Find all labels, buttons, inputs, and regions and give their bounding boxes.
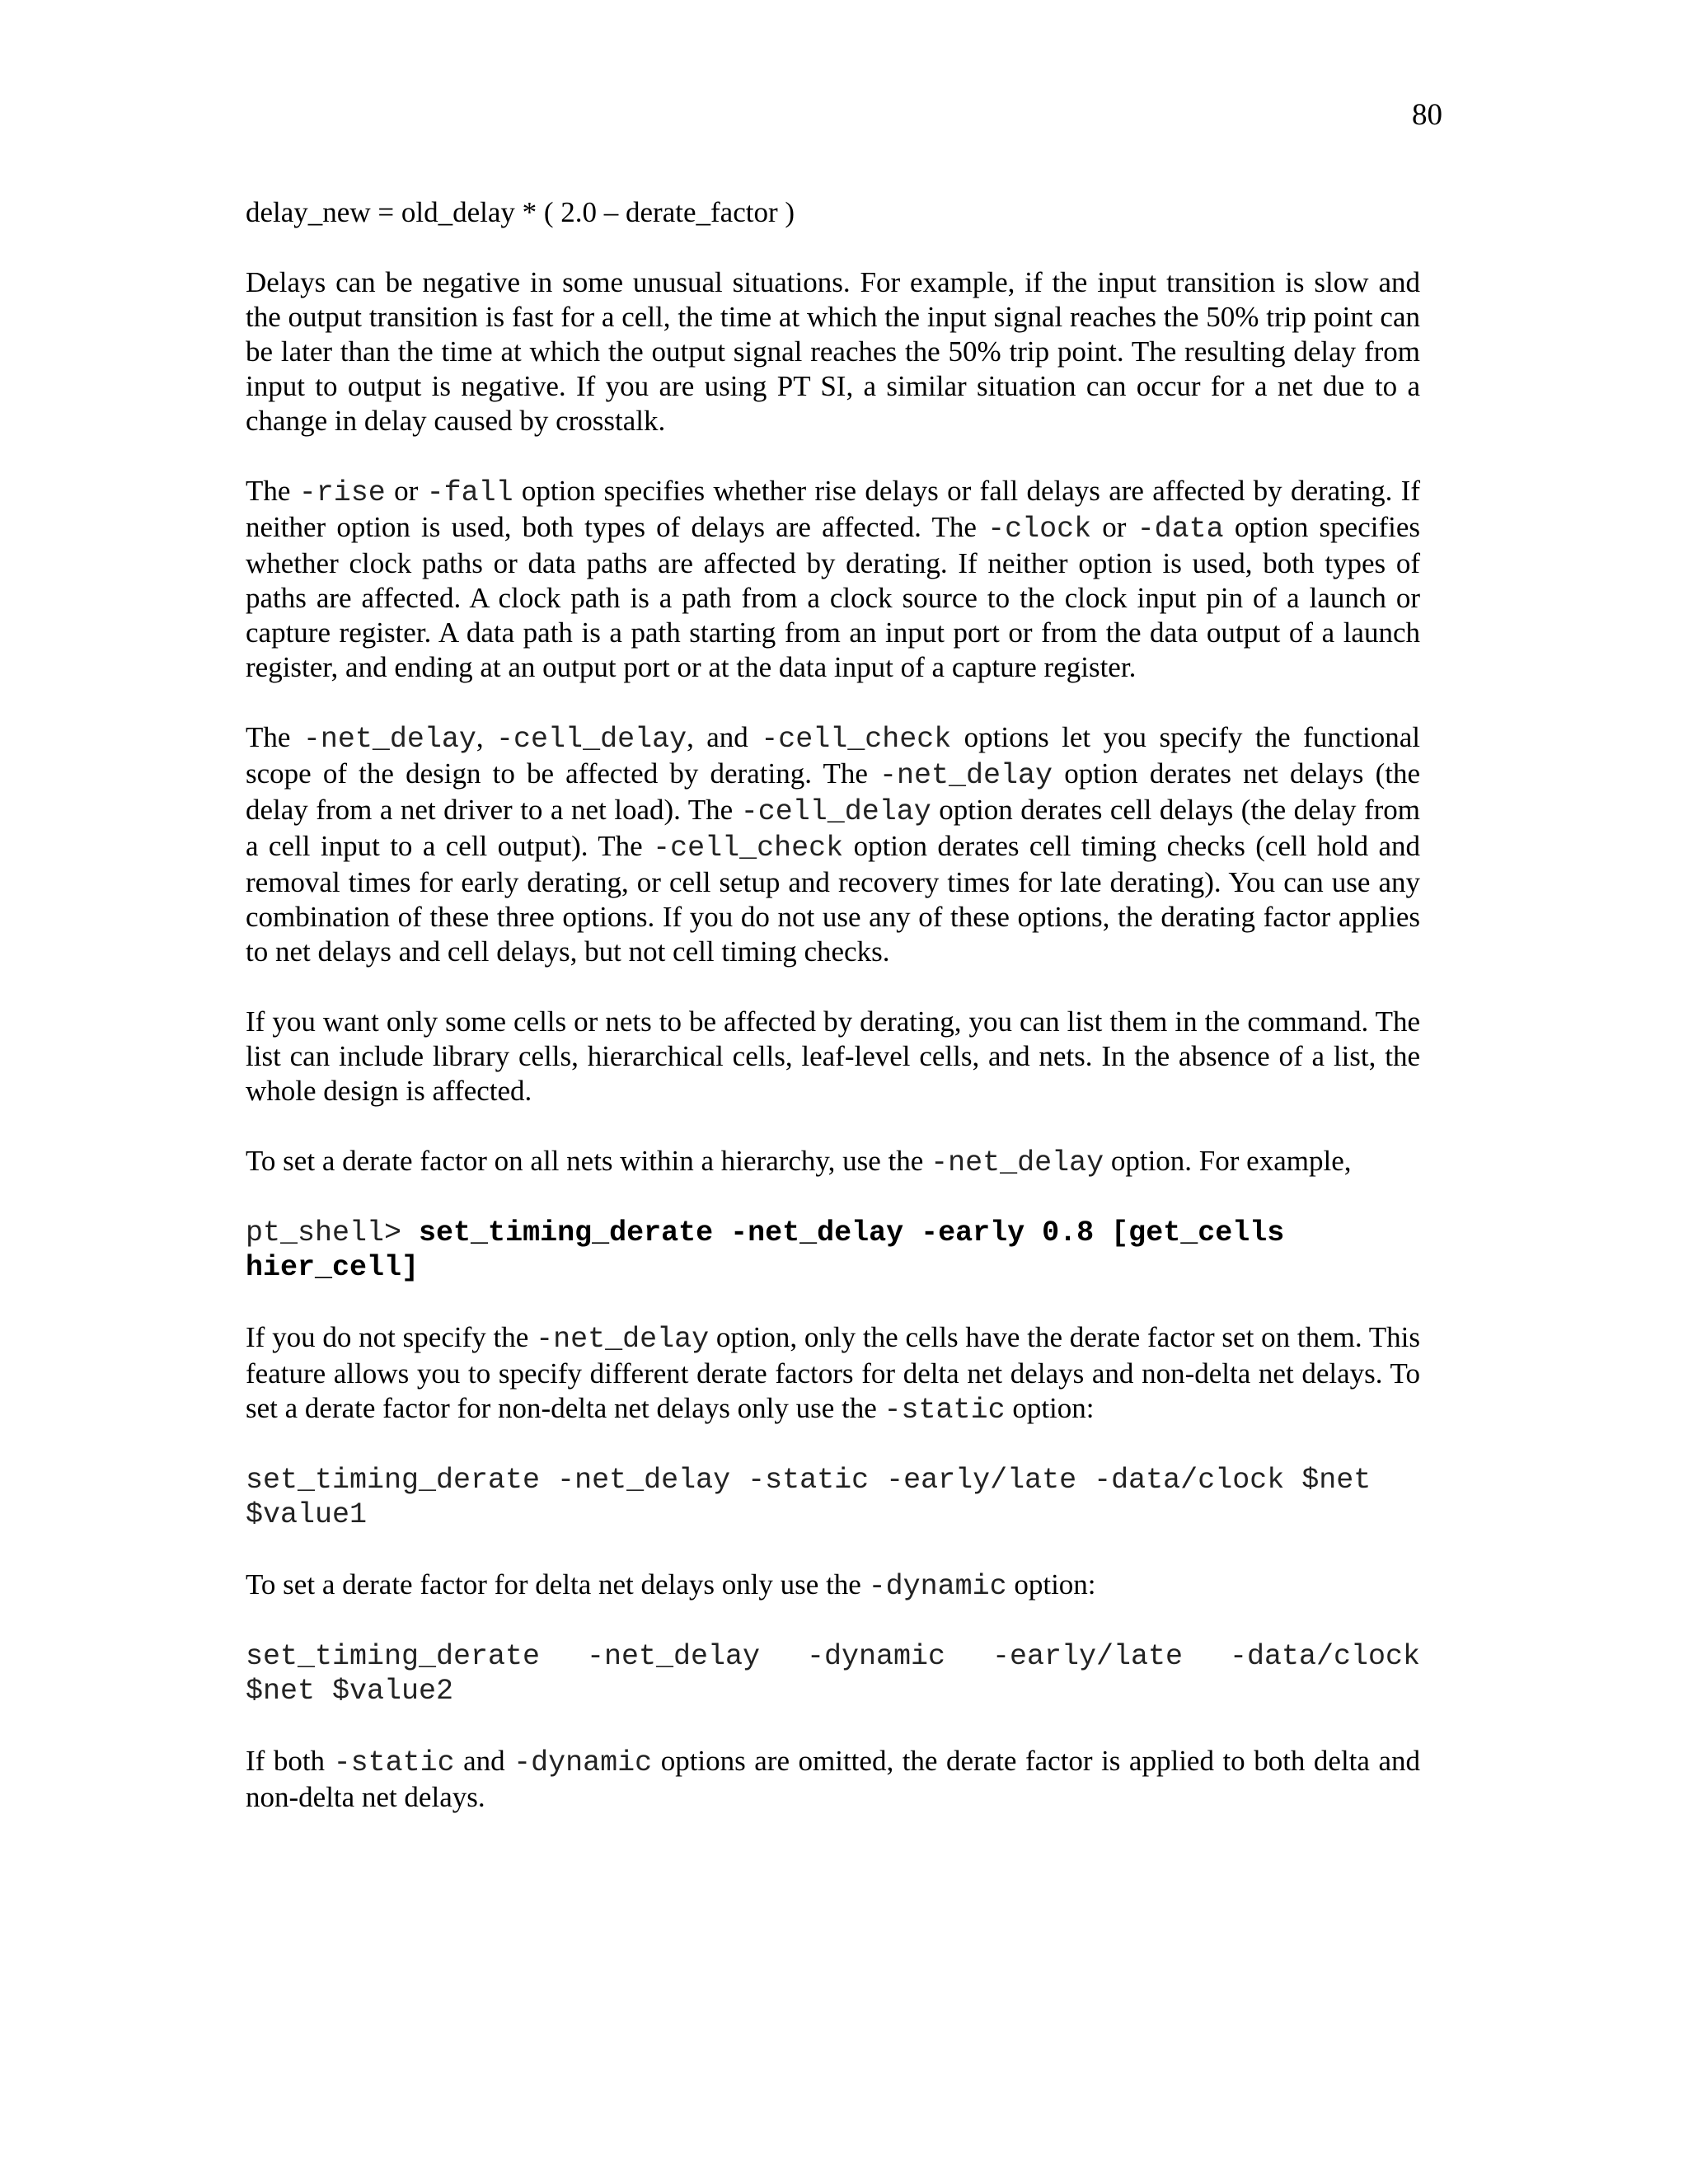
code-token: -data/clock xyxy=(1229,1640,1420,1673)
text-segment: , and xyxy=(687,721,762,753)
option-data: -data xyxy=(1137,513,1224,546)
paragraph-both-omitted xyxy=(246,1744,1420,1815)
code-example-static xyxy=(246,1463,1420,1532)
text-segment: option specifies whether rise delays or fall delays are affected by derating. If neither option is used, both types of delays are affected. The xyxy=(246,475,1420,543)
text-segment: option: xyxy=(1006,1568,1096,1601)
option-dynamic: -dynamic xyxy=(868,1570,1007,1603)
option-static: -static xyxy=(333,1746,455,1779)
text-segment: To set a derate factor on all nets within a hierarchy, use the xyxy=(246,1145,931,1177)
text-segment: , xyxy=(476,721,497,753)
code-line: $net $value2 xyxy=(246,1675,454,1708)
text-segment: option derates cell timing checks (cell hold and removal times for early derating, or cell setup and recovery times for late derating). You can use any combination of these three options. If you do not use any of these options, the derating factor applies to net delays and cell delays, but not cell timing checks. xyxy=(246,830,1420,968)
text-segment: The xyxy=(246,475,299,507)
code-example-dynamic xyxy=(246,1639,1420,1708)
paragraph-no-net-delay xyxy=(246,1320,1420,1427)
code-line: $value1 xyxy=(246,1498,368,1531)
paragraph-functional-scope xyxy=(246,720,1420,969)
text-segment: If both xyxy=(246,1745,334,1777)
text-segment: option derates net delays (the delay from a net driver to a net load). The xyxy=(246,757,1420,826)
code-line xyxy=(246,1216,1420,1250)
text-segment: To set a derate factor for delta net delays only use the xyxy=(246,1568,869,1601)
paragraph-negative-delays: Delays can be negative in some unusual situations. For example, if the input transition is slow and the output transition is fast for a cell, the time at which the input signal reaches the 50% trip point can be later than the time at which the output signal reaches the 50% trip point. The resulting delay from input to output is negative. If you are using PT SI, a similar situation can occur for a net due to a change in delay caused by crosstalk. xyxy=(246,266,1420,437)
paragraph-dynamic xyxy=(246,1568,1420,1604)
text-segment: options let you specify the functional scope of the design to be affected by derating. The xyxy=(246,721,1420,790)
page-content xyxy=(246,195,1420,1850)
option-net-delay: -net_delay xyxy=(302,723,476,756)
paragraph-rise-fall-options xyxy=(246,474,1420,685)
shell-command: set_timing_derate -net_delay -early 0.8 [get_cells xyxy=(419,1216,1285,1249)
option-net-delay: -net_delay xyxy=(931,1146,1104,1179)
code-line xyxy=(246,1639,1420,1674)
option-net-delay: -net_delay xyxy=(879,759,1053,792)
option-net-delay: -net_delay xyxy=(536,1323,710,1356)
text-segment: options are omitted, the derate factor is applied to both delta and non-delta net delays. xyxy=(246,1745,1420,1813)
code-example-hierarchy xyxy=(246,1216,1420,1285)
code-token: set_timing_derate xyxy=(246,1640,541,1673)
option-cell-check: -cell_check xyxy=(761,723,952,756)
code-token: -dynamic xyxy=(806,1640,946,1673)
shell-command-continuation: hier_cell] xyxy=(246,1251,420,1284)
shell-prompt: pt_shell> xyxy=(246,1216,420,1249)
paragraph-cell-net-list: If you want only some cells or nets to be affected by derating, you can list them in the command. The list can include library cells, hierarchical cells, leaf-level cells, and nets. In the absence of a list, the whole design is affected. xyxy=(246,1005,1420,1107)
page-number: 80 xyxy=(1412,98,1442,132)
text-segment: option derates cell delays (the delay from a cell input to a cell output). The xyxy=(246,794,1421,862)
code-line: set_timing_derate -net_delay -static -early/late -data/clock $net xyxy=(246,1464,1372,1497)
text-segment: or xyxy=(385,475,427,507)
text-segment: If you do not specify the xyxy=(246,1321,537,1353)
text-segment: option, only the cells have the derate factor set on them. This feature allows you to specify different derate factors for delta net delays and non-delta net delays. To set a derate factor for non-delta net delays only use the xyxy=(246,1321,1420,1424)
option-static: -static xyxy=(884,1394,1006,1427)
text-segment: option. For example, xyxy=(1104,1145,1352,1177)
option-fall: -fall xyxy=(426,476,513,509)
text-segment: or xyxy=(1091,511,1137,543)
text-segment: The xyxy=(246,721,303,753)
option-dynamic: -dynamic xyxy=(513,1746,653,1779)
option-cell-delay: -cell_delay xyxy=(740,795,931,828)
derate-formula: delay_new = old_delay * ( 2.0 – derate_factor ) xyxy=(246,196,795,228)
option-rise: -rise xyxy=(298,476,386,509)
text-segment: option specifies whether clock paths or data paths are affected by derating. If neither option is used, both types of paths are affected. A clock path is a path from a clock source to the clock input pin of a launch or capture register. A data path is a path starting from an input port or from the data output of a launch register, and ending at an output port or at the data input of a capture register. xyxy=(246,511,1421,683)
text-segment: and xyxy=(454,1745,514,1777)
paragraph-hierarchy xyxy=(246,1144,1420,1180)
code-token: -early/late xyxy=(992,1640,1183,1673)
text-segment: option: xyxy=(1005,1392,1095,1424)
option-clock: -clock xyxy=(987,513,1092,546)
option-cell-delay: -cell_delay xyxy=(496,723,687,756)
code-token: -net_delay xyxy=(587,1640,761,1673)
option-cell-check: -cell_check xyxy=(653,832,844,865)
